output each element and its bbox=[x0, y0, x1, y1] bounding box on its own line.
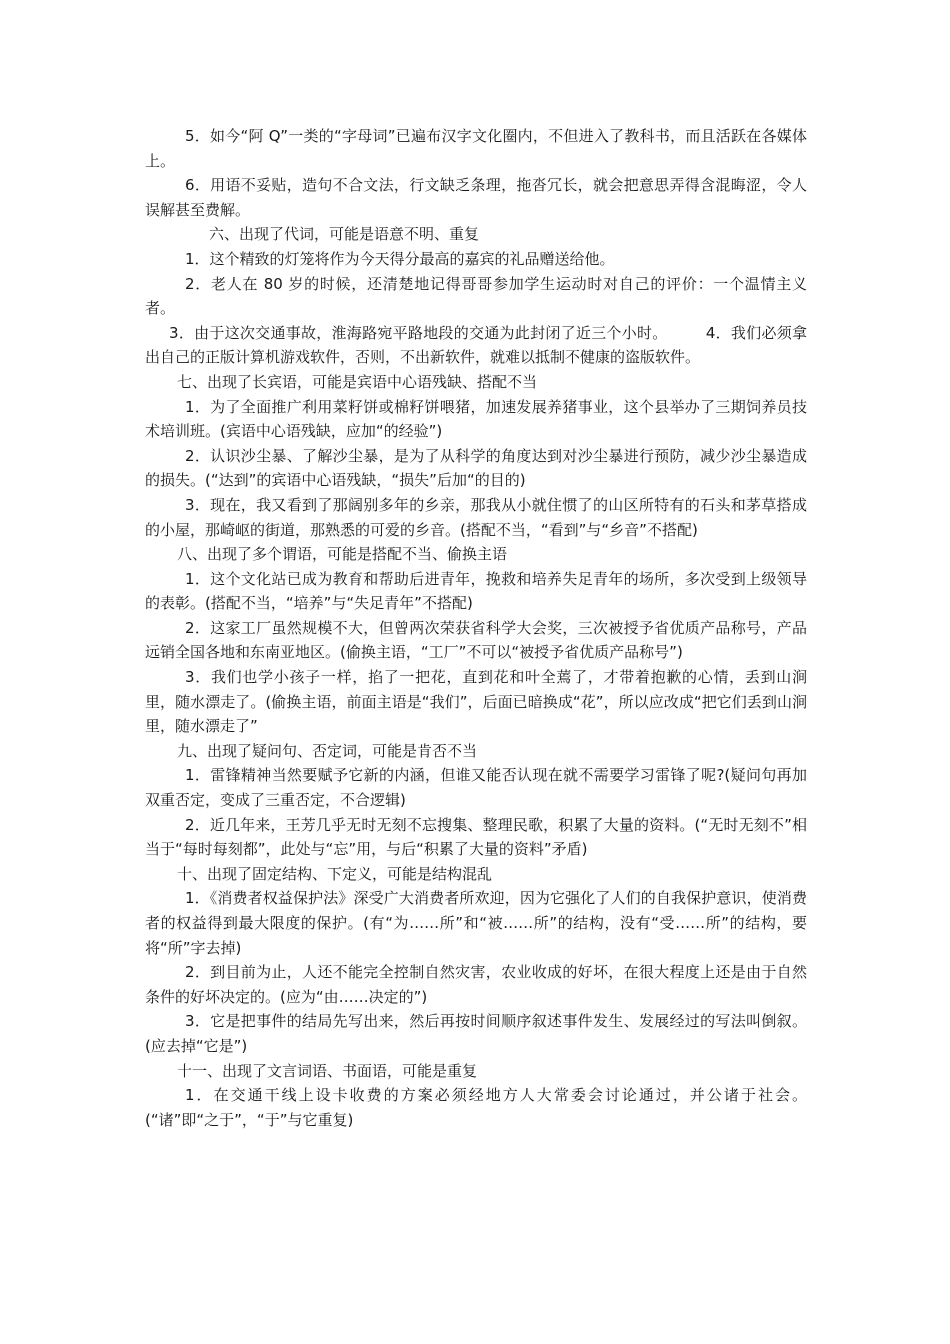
list-item: 2．到目前为止，人还不能完全控制自然灾害，农业收成的好坏，在很大程度上还是由于自然条件的好坏决定的。(应为“由……决定的”) bbox=[145, 963, 807, 1006]
list-item: 1．在交通干线上设卡收费的方案必须经地方人大常委会讨论通过，并公诸于社会。(“诸”即“之于”，“于”与它重复) bbox=[145, 1086, 807, 1129]
list-item: 2．近几年来，王芳几乎无时无刻不忘搜集、整理民歌，积累了大量的资料。(“无时无刻不”相当于“每时每刻都”，此处与“忘”用，与后“积累了大量的资料”矛盾) bbox=[145, 815, 807, 859]
document-page bbox=[145, 124, 807, 1132]
list-item: 1．这个文化站已成为教育和帮助后进青年，挽救和培养失足青年的场所，多次受到上级领导的表彰。(搭配不当，“培养”与“失足青年”不搭配) bbox=[145, 569, 807, 613]
list-item: 3．由于这次交通事故，淮海路宛平路地段的交通为此封闭了近三个小时。 4．我们必须拿出自己的正版计算机游戏软件，否则，不出新软件，就难以抵制不健康的盗版软件。 bbox=[145, 323, 807, 367]
list-item: 6．用语不妥贴，造句不合文法，行文缺乏条理，拖沓冗长，就会把意思弄得含混晦涩，令人误解甚至费解。 bbox=[145, 176, 807, 219]
list-item: 1．这个精致的灯笼将作为今天得分最高的嘉宾的礼品赠送给他。 bbox=[185, 249, 615, 268]
section-heading: 十、出现了固定结构、下定义，可能是结构混乱 bbox=[177, 864, 493, 883]
section-heading: 七、出现了长宾语，可能是宾语中心语残缺、搭配不当 bbox=[177, 372, 538, 391]
list-item: 2．认识沙尘暴、了解沙尘暴，是为了从科学的角度达到对沙尘暴进行预防，减少沙尘暴造成的损失。(“达到”的宾语中心语残缺，“损失”后加“的目的) bbox=[145, 446, 807, 490]
list-item: 2．这家工厂虽然规模不大，但曾两次荣获省科学大会奖，三次被授予省优质产品称号，产品远销全国各地和东南亚地区。(偷换主语，“工厂”不可以“被授予省优质产品称号”) bbox=[145, 618, 807, 662]
list-item: 2．老人在 80 岁的时候，还清楚地记得哥哥参加学生运动时对自己的评价：一个温情主义者。 bbox=[145, 274, 807, 318]
list-item: 1．为了全面推广利用菜籽饼或棉籽饼喂猪，加速发展养猪事业，这个县举办了三期饲养员技术培训班。(宾语中心语残缺，应加“的经验”) bbox=[145, 397, 807, 441]
section-heading: 六、出现了代词，可能是语意不明、重复 bbox=[209, 225, 480, 244]
list-item: 3．我们也学小孩子一样，掐了一把花，直到花和叶全蔫了，才带着抱歉的心情，丢到山涧里，随水漂走了。(偷换主语，前面主语是“我们”，后面已暗换成“花”，所以应改成“把它们丢到山涧里，随水漂走了” bbox=[145, 668, 807, 736]
list-item: 3．它是把事件的结局先写出来，然后再按时间顺序叙述事件发生、发展经过的写法叫倒叙。(应去掉“它是”) bbox=[145, 1012, 807, 1055]
section-heading: 十一、出现了文言词语、书面语，可能是重复 bbox=[177, 1061, 478, 1080]
list-item: 5．如今“阿 Q”一类的“字母词”已遍布汉字文化圈内，不但进入了教科书，而且活跃在各媒体上。 bbox=[145, 127, 807, 170]
list-item: 1．《消费者权益保护法》深受广大消费者所欢迎，因为它强化了人们的自我保护意识，使消费者的权益得到最大限度的保护。(有“为……所”和“被……所”的结构，没有“受……所”的结构，要将“所”字去掉) bbox=[145, 889, 807, 957]
list-item: 3．现在，我又看到了那阔别多年的乡亲，那我从小就住惯了的山区所特有的石头和茅草搭成的小屋，那崎岖的街道，那熟悉的可爱的乡音。(搭配不当，“看到”与“乡音”不搭配) bbox=[145, 495, 807, 539]
section-heading: 九、出现了疑问句、否定词，可能是肯否不当 bbox=[177, 741, 478, 760]
section-heading: 八、出现了多个谓语，可能是搭配不当、偷换主语 bbox=[177, 545, 508, 564]
list-item: 1．雷锋精神当然要赋予它新的内涵，但谁又能否认现在就不需要学习雷锋了呢?(疑问句再加双重否定，变成了三重否定，不合逻辑) bbox=[145, 766, 807, 810]
